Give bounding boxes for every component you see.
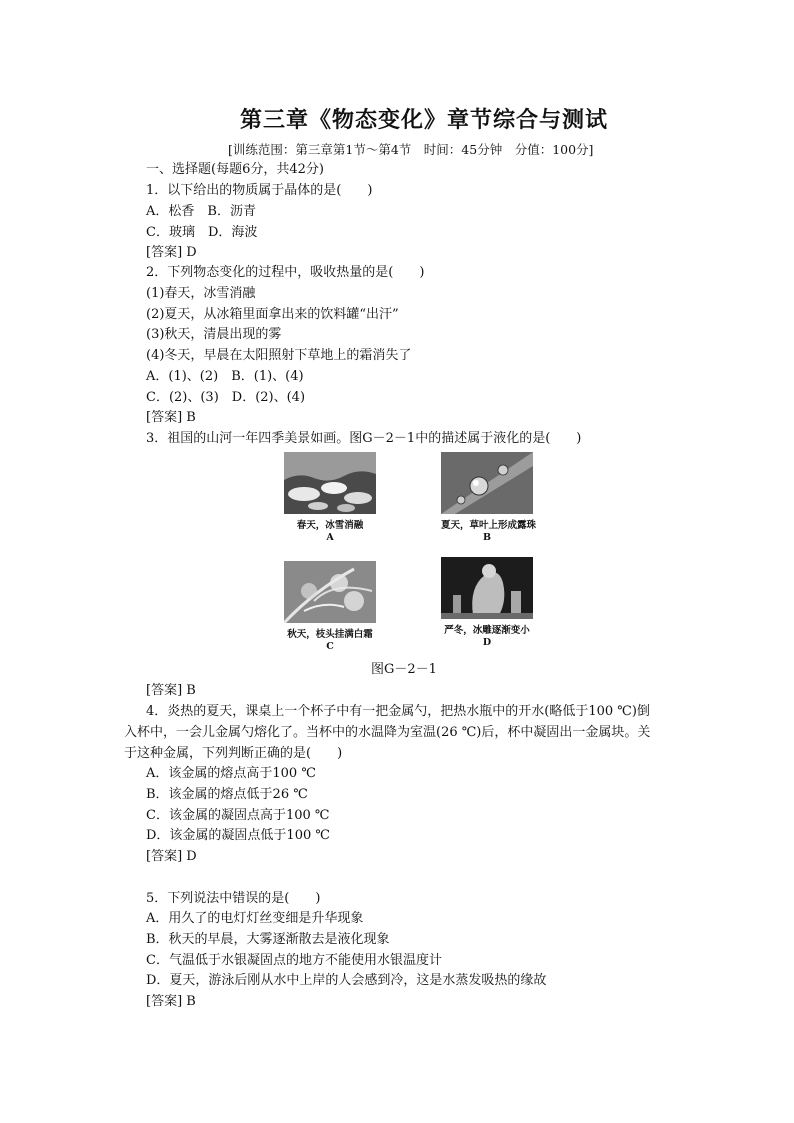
- q3-stem: 3．祖国的山河一年四季美景如画。图G－2－1中的描述属于液化的是( ): [146, 431, 582, 446]
- q2-statement-1: (1)春天，冰雪消融: [146, 286, 256, 301]
- q1-options-ab: A．松香 B．沥青: [146, 204, 256, 219]
- document-title: 第三章《物态变化》章节综合与测试: [239, 107, 608, 133]
- figure-b-letter: B: [482, 532, 492, 543]
- figure-c-letter: C: [326, 641, 334, 652]
- figure-a-caption: 春天，冰雪消融: [296, 520, 364, 531]
- q3-answer: [答案] B: [146, 683, 196, 698]
- q2-options-ab: A．(1)、(2) B．(1)、(4): [146, 369, 304, 384]
- q2-answer: [答案] B: [146, 410, 196, 425]
- q5-option-d: D．夏天，游泳后刚从水中上岸的人会感到冷，这是水蒸发吸热的缘故: [146, 973, 547, 988]
- q5-stem: 5．下列说法中错误的是( ): [146, 891, 321, 906]
- figure-c-caption: 秋天，枝头挂满白霜: [287, 629, 373, 640]
- figure-d-image: [441, 557, 533, 619]
- q4-answer: [答案] D: [146, 849, 197, 864]
- figure-c-image: [284, 561, 376, 623]
- q5-option-c: C．气温低于水银凝固点的地方不能使用水银温度计: [146, 953, 442, 968]
- q1-answer: [答案] D: [146, 245, 197, 260]
- q2-options-cd: C．(2)、(3) D．(2)、(4): [146, 390, 306, 405]
- q5-answer: [答案] B: [146, 994, 196, 1009]
- figure-b-image: [441, 452, 533, 514]
- q4-option-d: D．该金属的凝固点低于100 ℃: [146, 828, 330, 843]
- figure-a-letter: A: [326, 532, 334, 543]
- q4-option-a: A．该金属的熔点高于100 ℃: [146, 766, 316, 781]
- figure-a-image: [284, 452, 376, 514]
- q4-stem-line-3: 于这种金属，下列判断正确的是( ): [124, 746, 343, 761]
- figure-b-caption: 夏天，草叶上形成露珠: [441, 520, 537, 531]
- document-subtitle: [训练范围：第三章第1节～第4节 时间：45分钟 分值：100分]: [228, 142, 594, 157]
- q2-statement-2: (2)夏天，从冰箱里面拿出来的饮料罐“出汗”: [146, 307, 399, 322]
- figure-d: [441, 557, 533, 648]
- figure-d-letter: D: [482, 637, 492, 648]
- q1-options-cd: C．玻璃 D．海波: [146, 225, 258, 240]
- figure-label: 图G－2－1: [371, 662, 437, 677]
- figure-d-caption: 严冬，冰雕逐渐变小: [444, 625, 530, 636]
- figure-b: [441, 452, 537, 543]
- q4-option-c: C．该金属的凝固点高于100 ℃: [146, 808, 330, 823]
- q4-option-b: B．该金属的熔点低于26 ℃: [146, 787, 308, 802]
- q2-statement-3: (3)秋天，清晨出现的雾: [146, 327, 282, 342]
- q2-statement-4: (4)冬天，早晨在太阳照射下草地上的霜消失了: [146, 348, 412, 363]
- figure-c: [284, 561, 376, 652]
- q4-stem-line-1: 4．炎热的夏天，课桌上一个杯子中有一把金属勺，把热水瓶中的开水(略低于100 ℃)倒: [146, 704, 650, 719]
- figure-a: [284, 452, 376, 543]
- q1-stem: 1．以下给出的物质属于晶体的是( ): [146, 183, 373, 198]
- q5-option-a: A．用久了的电灯灯丝变细是升华现象: [146, 911, 364, 926]
- q2-stem: 2．下列物态变化的过程中，吸收热量的是( ): [146, 265, 425, 280]
- q5-option-b: B．秋天的早晨，大雾逐渐散去是液化现象: [146, 932, 390, 947]
- section-header: 一、选择题(每题6分，共42分): [146, 162, 324, 177]
- q4-stem-line-2: 入杯中，一会儿金属勺熔化了。当杯中的水温降为室温(26 ℃)后，杯中凝固出一金属块。关: [124, 725, 651, 740]
